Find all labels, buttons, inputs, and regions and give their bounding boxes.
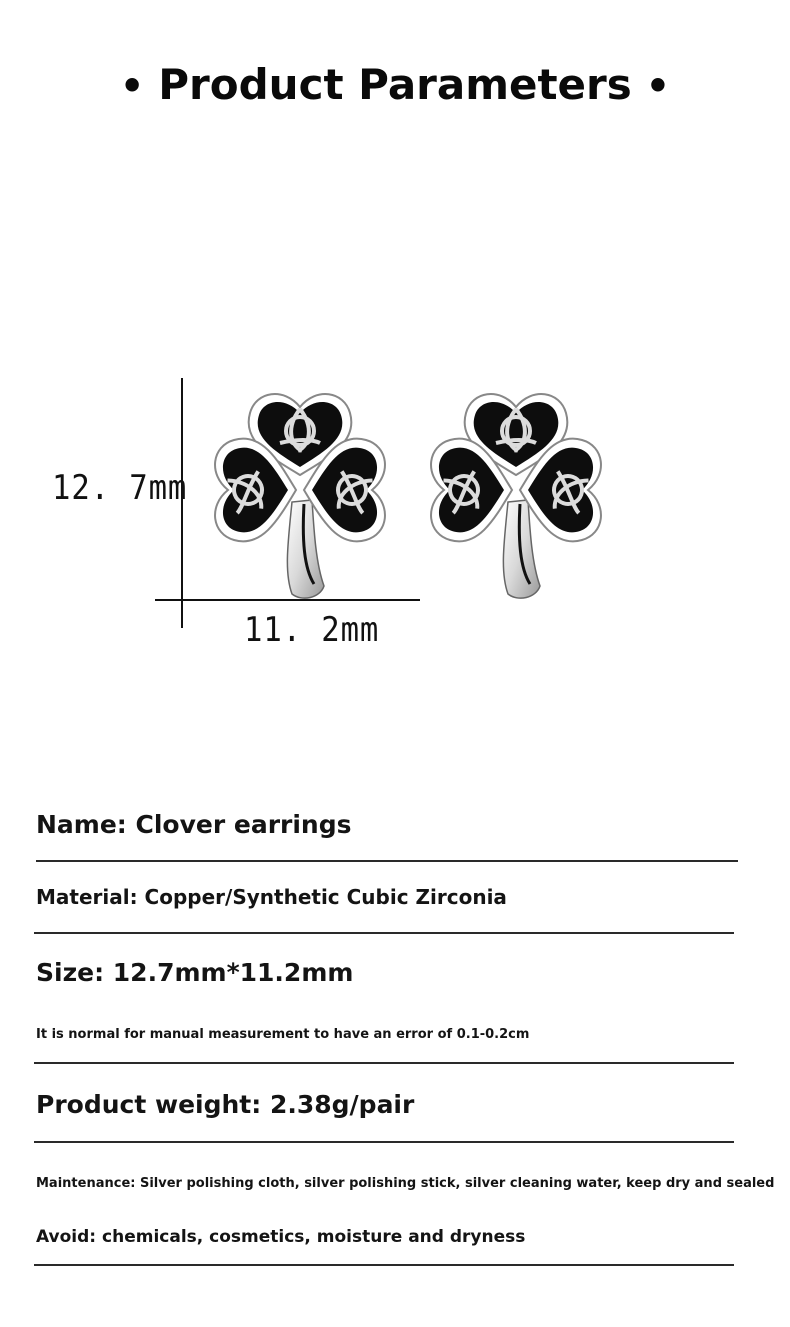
param-weight: Product weight: 2.38g/pair	[36, 1090, 415, 1119]
divider-line	[34, 932, 734, 934]
param-name: Name: Clover earrings	[36, 810, 352, 839]
divider-line	[34, 1264, 734, 1266]
divider-line	[34, 1141, 734, 1143]
width-dimension-label: 11. 2mm	[244, 610, 380, 650]
title-bullet-left: •	[119, 64, 145, 108]
param-avoid: Avoid: chemicals, cosmetics, moisture and dryness	[36, 1227, 526, 1247]
clover-earring-left-icon	[200, 372, 410, 602]
page-title	[0, 60, 790, 109]
param-size-note: It is normal for manual measurement to have an error of 0.1-0.2cm	[36, 1027, 530, 1042]
height-dimension-label: 12. 7mm	[52, 468, 188, 508]
param-size: Size: 12.7mm*11.2mm	[36, 958, 354, 987]
clover-earring-right-icon	[416, 372, 626, 602]
divider-line	[34, 1062, 734, 1064]
divider-line	[36, 860, 738, 862]
product-figure	[0, 360, 790, 680]
title-text: Product Parameters	[158, 60, 632, 109]
param-maintenance: Maintenance: Silver polishing cloth, silver polishing stick, silver cleaning water, keep dry and sealed	[36, 1176, 775, 1191]
title-bullet-right: •	[645, 64, 671, 108]
param-material: Material: Copper/Synthetic Cubic Zirconia	[36, 885, 507, 909]
